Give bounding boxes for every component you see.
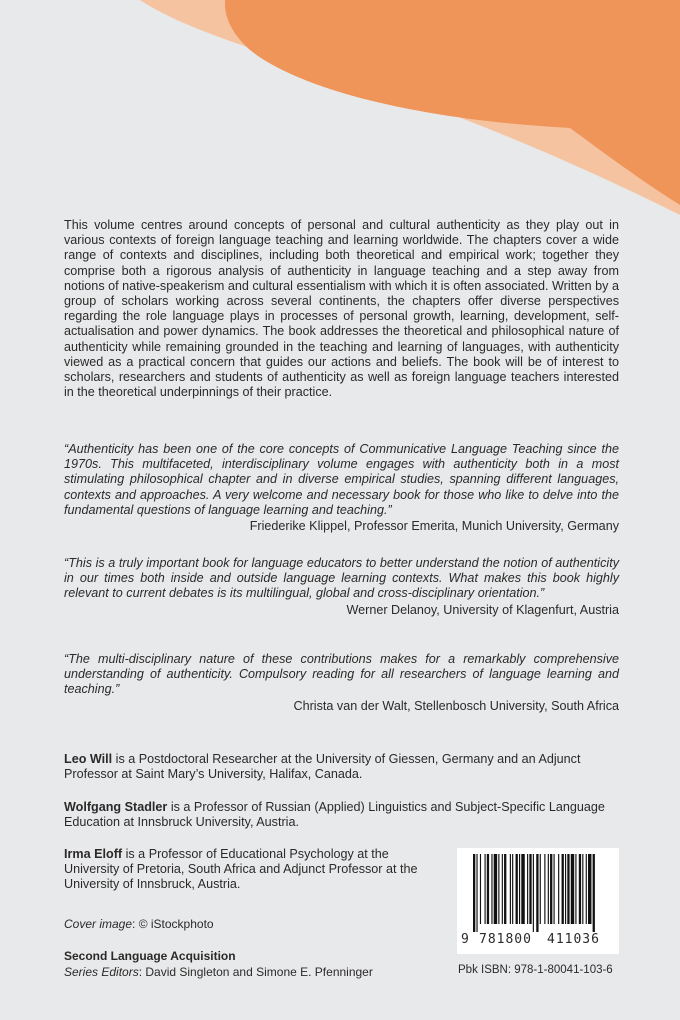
book-description	[64, 218, 619, 400]
barcode-bar	[544, 854, 545, 924]
barcode-bar	[571, 854, 574, 924]
author-bio-irma-eloff	[64, 847, 439, 893]
author-bio-leo-will	[64, 752, 619, 782]
author-bio-text: is a Professor of Russian (Applied) Linguistics and Subject-Specific Language Education at Innsbruck University, Austria.	[64, 800, 605, 830]
barcode-left-digits: 781800	[479, 932, 532, 947]
barcode-bar	[512, 854, 513, 924]
barcode-bar	[504, 854, 506, 924]
barcode-bars	[465, 854, 611, 932]
barcode-bar	[498, 854, 499, 924]
barcode-bar	[516, 854, 518, 924]
barcode-bar	[575, 854, 576, 924]
barcode-bar	[487, 854, 489, 924]
barcode-bar	[480, 854, 481, 924]
decorative-background-shapes	[0, 0, 680, 230]
author-bio-text: is a Professor of Educational Psychology at the University of Pretoria, South Africa and Adjunct Professor at the University of Innsbruck, Austria.	[64, 847, 418, 892]
barcode-bar	[540, 854, 541, 924]
barcode-bar	[476, 854, 477, 932]
barcode-bar	[494, 854, 497, 924]
barcode-bar	[554, 854, 555, 924]
author-bio-text: is a Postdoctoral Researcher at the University of Giessen, Germany and an Adjunct Professor at Saint Mary’s University, Halifax, Canada.	[64, 752, 581, 782]
barcode-bar	[548, 854, 549, 924]
barcode-first-digit: 9	[461, 932, 469, 947]
series-name: Second Language Acquisition	[64, 949, 236, 963]
barcode-bar	[519, 854, 520, 924]
barcode-bar	[586, 854, 587, 924]
series-info	[64, 948, 373, 980]
cover-image-label: Cover image	[64, 917, 133, 931]
description-text: This volume centres around concepts of personal and cultural authenticity as they play out in various contexts of foreign language teaching and learning worldwide. The chapters cover a wide range of contexts and disciplines, including both theoretical and empirical work; together they comprise both a rigorous analysis of authenticity in language teaching and a step away from notions of native-speakerism and cultural essentialism with which it is often associated. Written by a group of scholars working across several continents, the chapters offer diverse perspectives regarding the role language plays in processes of personal growth, learning, development, self-actualisation and power dynamics. The book addresses the theoretical and philosophical nature of authenticity while remaining grounded in the teaching and learning of languages, with authenticity viewed as a practical concern that guides our actions and beliefs. The book will be of interest to scholars, researchers and students of authenticity as well as foreign language teachers interested in the theoretical underpinnings of their practice.	[64, 218, 619, 400]
barcode-bar	[521, 854, 524, 924]
barcode-bar	[593, 854, 595, 932]
endorsement-3	[64, 652, 619, 714]
barcode-bar	[558, 854, 559, 924]
barcode-bar	[491, 854, 492, 924]
barcode-right-digits: 411036	[547, 932, 600, 947]
endorsement-2	[64, 556, 619, 618]
endorsement-quote: “This is a truly important book for language educators to better understand the notion of authenticity in our times both inside and outside language learning contexts. What makes this book highly relevant to current debates is its multilingual, global and cross-disciplinary orientation.”	[64, 556, 619, 601]
endorsement-attribution: Werner Delanoy, University of Klagenfurt, Austria	[346, 602, 619, 617]
barcode	[457, 848, 619, 954]
series-editors-label: Series Editors	[64, 965, 139, 979]
isbn: Pbk ISBN: 978-1-80041-103-6	[458, 964, 613, 976]
barcode-bar	[536, 854, 538, 932]
endorsement-quote: “Authenticity has been one of the core concepts of Communicative Language Teaching since the 1970s. This multifaceted, interdisciplinary volume engages with authenticity both in a most stimulating philosophical chapter and in diverse empirical studies, spanning different languages, contexts and approaches. A very welcome and necessary book for those who like to delve into the fundamental questions of language learning and teaching.”	[64, 442, 619, 517]
barcode-bar	[567, 854, 569, 924]
barcode-bar	[550, 854, 552, 924]
cover-image-credit	[64, 917, 214, 931]
endorsement-attribution: Friederike Klippel, Professor Emerita, Munich University, Germany	[249, 519, 619, 534]
endorsement-quote: “The multi-disciplinary nature of these contributions makes for a remarkably comprehensive understanding of authenticity. Compulsory reading for all researchers of language learning and teaching.”	[64, 652, 619, 697]
endorsement-1	[64, 442, 619, 534]
barcode-bar	[588, 854, 591, 924]
series-editors: : David Singleton and Simone E. Pfenninger	[138, 965, 373, 979]
barcode-bar	[529, 854, 531, 924]
barcode-bar	[502, 854, 503, 924]
barcode-bar	[527, 854, 528, 924]
barcode-bar	[473, 854, 475, 932]
barcode-bar	[565, 854, 566, 924]
barcode-bar	[533, 854, 534, 932]
barcode-bar	[510, 854, 511, 924]
barcode-bar	[582, 854, 583, 924]
author-name: Wolfgang Stadler	[64, 800, 168, 814]
barcode-bar	[485, 854, 486, 924]
author-bio-wolfgang-stadler	[64, 800, 619, 830]
cover-image-value: : © iStockphoto	[132, 917, 214, 931]
author-name: Irma Eloff	[64, 847, 123, 861]
barcode-bar	[579, 854, 581, 924]
barcode-bar	[562, 854, 564, 924]
author-name: Leo Will	[64, 752, 113, 766]
endorsement-attribution: Christa van der Walt, Stellenbosch University, South Africa	[293, 698, 619, 713]
